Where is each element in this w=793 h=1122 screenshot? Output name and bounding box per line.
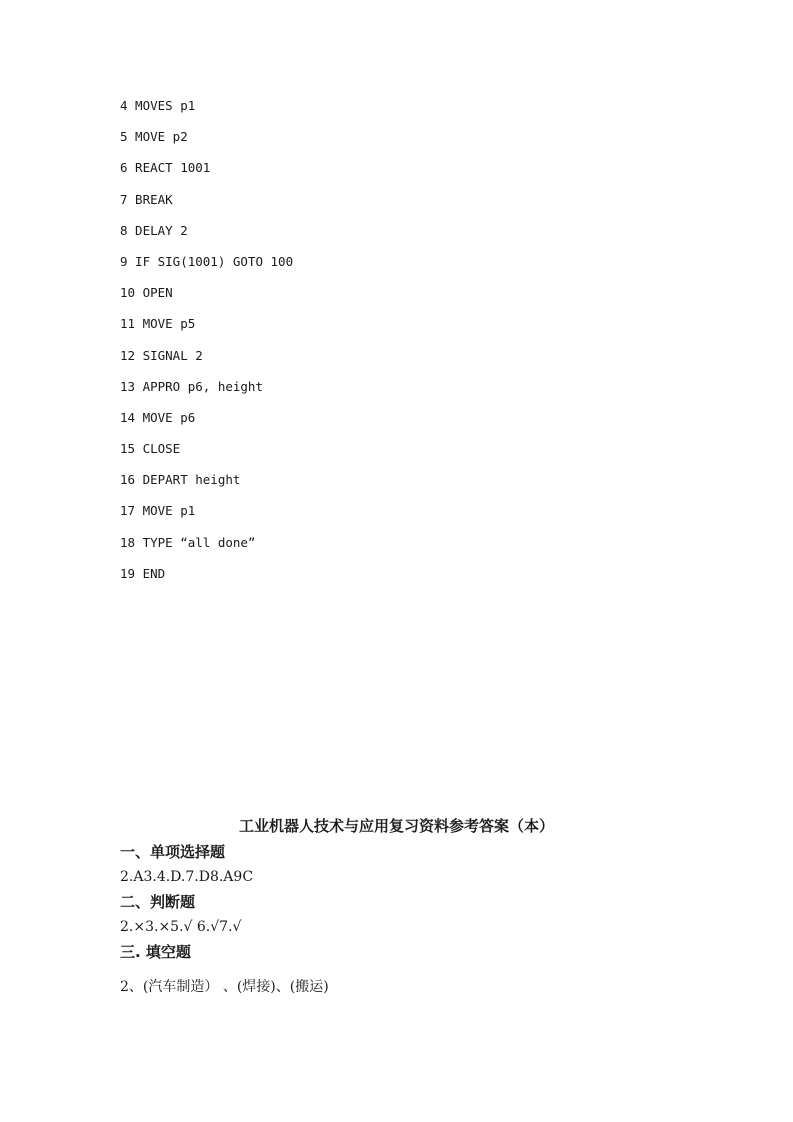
section-heading-fill-blank: 三. 填空题 bbox=[120, 943, 191, 961]
code-line: 12 SIGNAL 2 bbox=[120, 347, 203, 363]
multiple-choice-answers: 2.A3.4.D.7.D8.A9C bbox=[120, 869, 254, 885]
code-line: 5 MOVE p2 bbox=[120, 129, 188, 145]
code-line: 8 DELAY 2 bbox=[120, 222, 188, 238]
true-false-answers: 2.×3.×5.√ 6.√7.√ bbox=[120, 919, 242, 935]
section-heading-true-false: 二、判断题 bbox=[120, 893, 196, 911]
code-line: 10 OPEN bbox=[120, 285, 173, 301]
code-line: 16 DEPART height bbox=[120, 472, 241, 488]
fill-blank-answers: 2、(汽车制造） 、(焊接)、(搬运) bbox=[120, 979, 329, 995]
code-line: 6 REACT 1001 bbox=[120, 160, 211, 176]
program-listing bbox=[120, 97, 293, 596]
code-line: 7 BREAK bbox=[120, 191, 173, 207]
code-line: 19 END bbox=[120, 565, 166, 581]
code-line: 14 MOVE p6 bbox=[120, 409, 196, 425]
answer-key bbox=[120, 815, 673, 1001]
code-line: 4 MOVES p1 bbox=[120, 98, 196, 113]
code-line: 11 MOVE p5 bbox=[120, 316, 196, 332]
code-line: 17 MOVE p1 bbox=[120, 503, 196, 519]
code-line: 18 TYPE “all done” bbox=[120, 534, 256, 550]
code-line: 15 CLOSE bbox=[120, 441, 181, 457]
code-line: 13 APPRO p6, height bbox=[120, 378, 263, 394]
answer-key-title: 工业机器人技术与应用复习资料参考答案（本） bbox=[238, 817, 554, 835]
code-line: 9 IF SIG(1001) GOTO 100 bbox=[120, 253, 294, 269]
section-heading-multiple-choice: 一、单项选择题 bbox=[120, 843, 226, 861]
